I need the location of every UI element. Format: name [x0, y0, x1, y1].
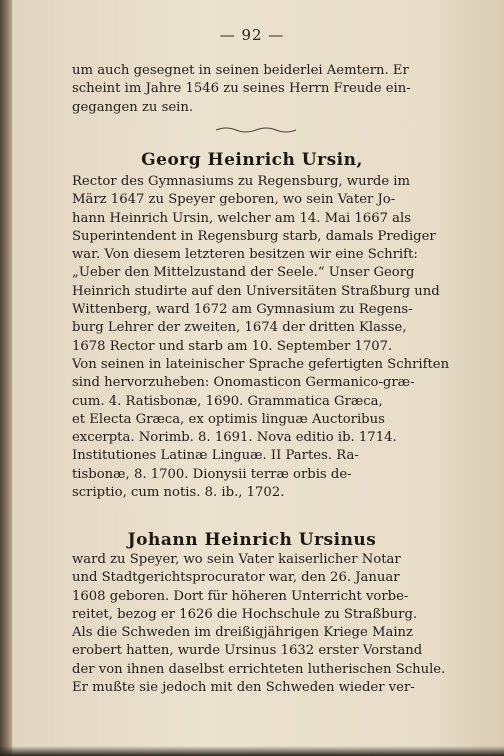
text-line: Wittenberg, ward 1672 am Gymnasium zu Regens-: [72, 302, 413, 318]
text-line: ward zu Speyer, wo sein Vater kaiserlicher Notar: [72, 552, 401, 567]
text-line: Superintendent in Regensburg starb, damals Prediger: [72, 228, 436, 244]
divider-ornament: [214, 126, 298, 134]
text-line: tisbonæ, 8. 1700. Dionysii terræ orbis de-: [72, 466, 352, 482]
text-line: hann Heinrich Ursin, welcher am 14. Mai 1667 als: [72, 210, 412, 226]
text-line: reitet, bezog er 1626 die Hochschule zu Straßburg.: [72, 606, 418, 622]
text-line: Er mußte sie jedoch mit den Schweden wieder ver-: [72, 680, 415, 696]
text-line: „Ueber den Mittelzustand der Seele.“ Unser Georg: [72, 265, 415, 281]
text-line: scriptio, cum notis. 8. ib., 1702.: [72, 485, 285, 501]
intro-paragraph: [72, 62, 458, 117]
entry-heading-georg-heinrich-ursin: Georg Heinrich Ursin,: [141, 150, 363, 170]
text-line: erobert hatten, wurde Ursinus 1632 erster Vorstand: [72, 643, 423, 659]
text-line: cum. 4. Ratisbonæ, 1690. Grammatica Græca,: [72, 393, 383, 409]
text-line: um auch gesegnet in seinen beiderlei Aemtern. Er: [72, 63, 409, 78]
entry-text-georg-heinrich-ursin: [72, 173, 458, 502]
entry-text-johann-heinrich-ursinus: [72, 551, 458, 697]
text-line: et Electa Græca, ex optimis linguæ Auctoribus: [72, 411, 385, 427]
text-line: und Stadtgerichtsprocurator war, den 26. Januar: [72, 570, 400, 586]
text-line: Rector des Gymnasiums zu Regensburg, wurde im: [72, 174, 411, 189]
entry-heading-johann-heinrich-ursinus: Johann Heinrich Ursinus: [127, 530, 377, 550]
text-line: Als die Schweden im dreißigjährigen Kriege Mainz: [72, 625, 413, 641]
text-line: sind hervorzuheben: Onomasticon Germanico-græ-: [72, 375, 415, 391]
text-line: März 1647 zu Speyer geboren, wo sein Vater Jo-: [72, 192, 396, 208]
text-line: Institutiones Latinæ Linguæ. II Partes. Ra-: [72, 448, 359, 464]
page-number: — 92 —: [219, 26, 285, 44]
text-line: war. Von diesem letzteren besitzen wir eine Schrift:: [72, 247, 418, 263]
text-line: gegangen zu sein.: [72, 99, 194, 115]
text-line: Von seinen in lateinischer Sprache gefertigten Schriften: [72, 356, 450, 372]
text-line: excerpta. Norimb. 8. 1691. Nova editio ib. 1714.: [72, 430, 397, 446]
text-line: 1608 geboren. Dort für höheren Unterricht vorbe-: [72, 588, 409, 604]
book-binding: [0, 0, 12, 756]
page-bottom-edge: [0, 746, 504, 756]
text-line: burg Lehrer der zweiten, 1674 der dritten Klasse,: [72, 320, 407, 336]
text-line: 1678 Rector und starb am 10. September 1707.: [72, 338, 393, 354]
text-line: Heinrich studirte auf den Universitäten Straßburg und: [72, 283, 440, 299]
text-line: der von ihnen daselbst errichteten lutherischen Schule.: [72, 661, 446, 677]
text-line: scheint im Jahre 1546 zu seines Herrn Freude ein-: [72, 81, 411, 97]
